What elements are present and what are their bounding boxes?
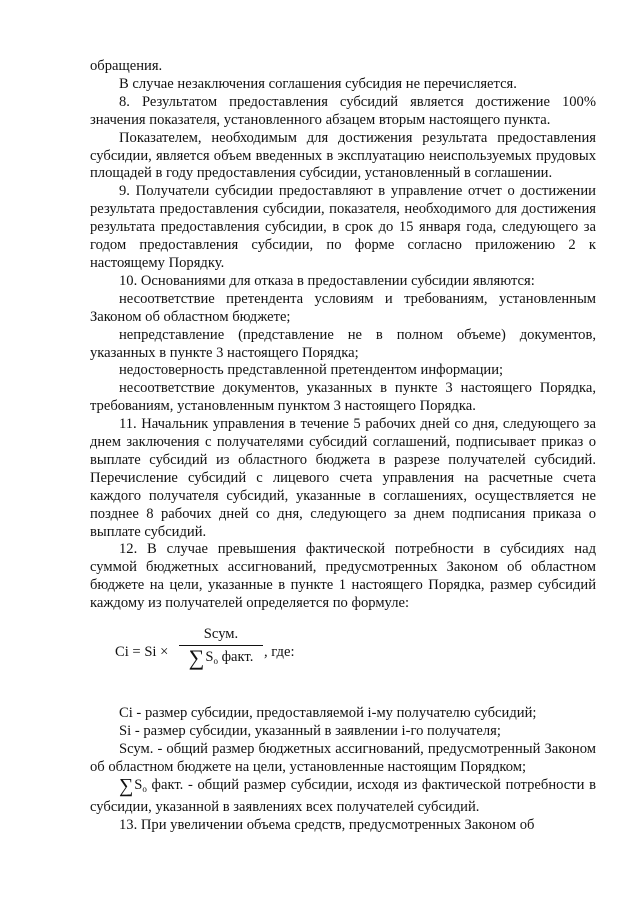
- formula-expression: [115, 622, 375, 682]
- formula-fraction: [179, 626, 263, 671]
- paragraph: 11. Начальник управления в течение 5 рабочих дней со дня, следующего за днем заключения с получателями субсидий соглашений, подписывает приказ о выплате субсидий из областного бюджета в разрезе получателей субсидий. Перечисление субсидий с лицевого счета управления на расчетные счета каждого получателя субсидий, указанные в соглашениях, осуществляется не позднее 8 рабочих дней со дня, следующего за днем подписания приказа о выплате субсидий.: [90, 416, 596, 540]
- subsidy-formula: [90, 622, 596, 682]
- paragraph: несоответствие претендента условиям и требованиям, установленным Законом об областном бюджете;: [90, 290, 596, 325]
- document-page: [90, 58, 596, 834]
- paragraph: Показателем, необходимым для достижения результата предоставления субсидии, является объем введенных в эксплуатацию неиспользуемых прудовых площадей в году предоставления субсидии, установленный в соглашении.: [90, 129, 596, 182]
- paragraph: 9. Получатели субсидии предоставляют в управление отчет о достижении результата предоставления субсидии, показателя, необходимого для достижения результата предоставления субсидии, в срок до 15 января года, следующего за годом предоставления субсидии, по форме согласно приложению 2 к настоящему Порядку.: [90, 183, 596, 271]
- sum-definition-paragraph: [90, 774, 596, 817]
- paragraph: Ci - размер субсидии, предоставляемой i-му получателю субсидий;: [119, 705, 537, 722]
- sigma-symbol: ∑: [188, 645, 205, 671]
- sum-suffix: факт.: [146, 776, 184, 793]
- paragraph: Sсум. - общий размер бюджетных ассигнований, предусмотренный Законом об областном бюджете на цели, установленные настоящим Порядком;: [90, 740, 596, 775]
- paragraph: обращения.: [90, 58, 163, 74]
- sum-subscript: о: [142, 783, 147, 794]
- sum-definition-text: - общий размер субсидии, исходя из фактической потребности в субсидии, указанной в заявлениях всех получателей субсидий.: [90, 776, 596, 815]
- paragraph: Si - размер субсидии, указанный в заявлении i-го получателя;: [119, 723, 501, 739]
- paragraph: несоответствие документов, указанных в пункте 3 настоящего Порядка, требованиям, установленным пунктом 3 настоящего Порядка.: [90, 380, 596, 415]
- paragraph: непредставление (представление не в полном объеме) документов, указанных в пункте 3 настоящего Порядка;: [90, 326, 596, 361]
- formula-denominator: [179, 646, 263, 671]
- paragraph-group-top: [90, 58, 596, 613]
- paragraph: недостоверность представленной претендентом информации;: [119, 362, 504, 379]
- denominator-suffix: факт.: [217, 649, 254, 666]
- paragraph: В случае незаключения соглашения субсидия не перечисляется.: [119, 75, 517, 92]
- denominator-subscript: о: [213, 656, 218, 667]
- paragraph: 13. При увеличении объема средств, предусмотренных Законом об: [119, 816, 535, 833]
- denominator-symbol: S: [205, 649, 214, 666]
- paragraph: 8. Результатом предоставления субсидий является достижение 100% значения показателя, установленного абзацем вторым настоящего пункта.: [90, 93, 596, 128]
- sigma-symbol: ∑: [119, 774, 134, 797]
- sum-symbol-inline: [119, 774, 184, 797]
- formula-rhs: , где:: [264, 644, 295, 661]
- formula-numerator: Sсум.: [203, 626, 239, 643]
- formula-lhs: Ci = Si ×: [115, 644, 169, 661]
- paragraph-group-bottom: [90, 705, 596, 777]
- paragraph: 12. В случае превышения фактической потребности в субсидиях над суммой бюджетных ассигнований, предусмотренных Законом об областном бюджете на цели, указанные в пункте 1 настоящего Порядка, размер субсидий каждому из получателей определяется по формуле:: [90, 541, 596, 612]
- paragraph: 10. Основаниями для отказа в предоставлении субсидии являются:: [119, 272, 535, 289]
- sum-symbol: S: [134, 776, 143, 793]
